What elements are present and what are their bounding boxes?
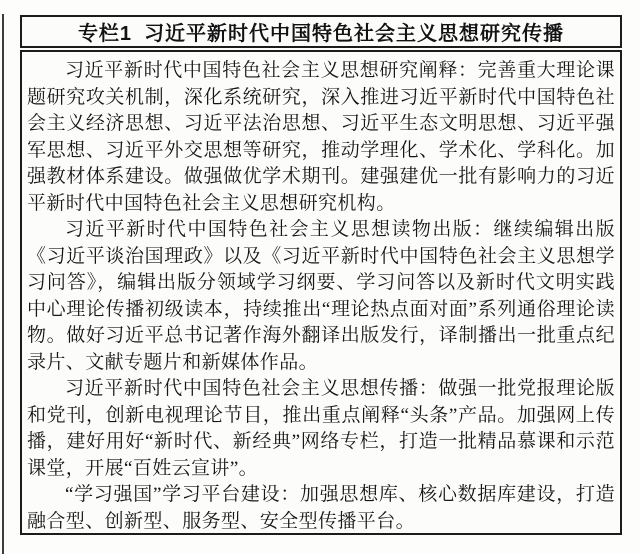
panel-title-bar — [20, 15, 622, 48]
panel-title-label: 专栏1 — [77, 23, 133, 45]
column-panel — [20, 15, 622, 535]
paragraph-readings-publication: 习近平新时代中国特色社会主义思想读物出版：继续编辑出版《习近平谈治国理政》以及《习近平新时代中国特色社会主义思想学习问答》，编辑出版分领域学习纲要、学习问答以及新时代文明实践中心理论传播初级读本，持续推出“理论热点面对面”系列通俗理论读物。做好习近平总书记著作海外翻译出版发行，译制播出一批重点纪录片、文献专题片和新媒体作品。 — [27, 219, 615, 373]
paragraph-research-interpretation: 习近平新时代中国特色社会主义思想研究阐释：完善重大理论课题研究攻关机制，深化系统研究，深入推进习近平新时代中国特色社会主义经济思想、习近平法治思想、习近平生态文明思想、习近平强军思想、习近平外交思想等研究，推动学理化、学术化、学科化。加强教材体系建设。做强做优学术期刊。建强建优一批有影响力的习近平新时代中国特色社会主义思想研究机构。 — [27, 60, 615, 214]
paragraph-xuexi-qiangguo-platform: “学习强国”学习平台建设：加强思想库、核心数据库建设，打造融合型、创新型、服务型、安全型传播平台。 — [27, 484, 615, 532]
scan-edge-artifact — [2, 14, 4, 554]
paragraph-thought-dissemination: 习近平新时代中国特色社会主义思想传播：做强一批党报理论版和党刊，创新电视理论节目，推出重点阐释“头条”产品。加强网上传播，建好用好“新时代、新经典”网络专栏，打造一批精品慕课和示范课堂，开展“百姓云宣讲”。 — [27, 378, 615, 479]
panel-title-text: 习近平新时代中国特色社会主义思想研究传播 — [144, 23, 565, 45]
panel-body — [20, 50, 622, 535]
